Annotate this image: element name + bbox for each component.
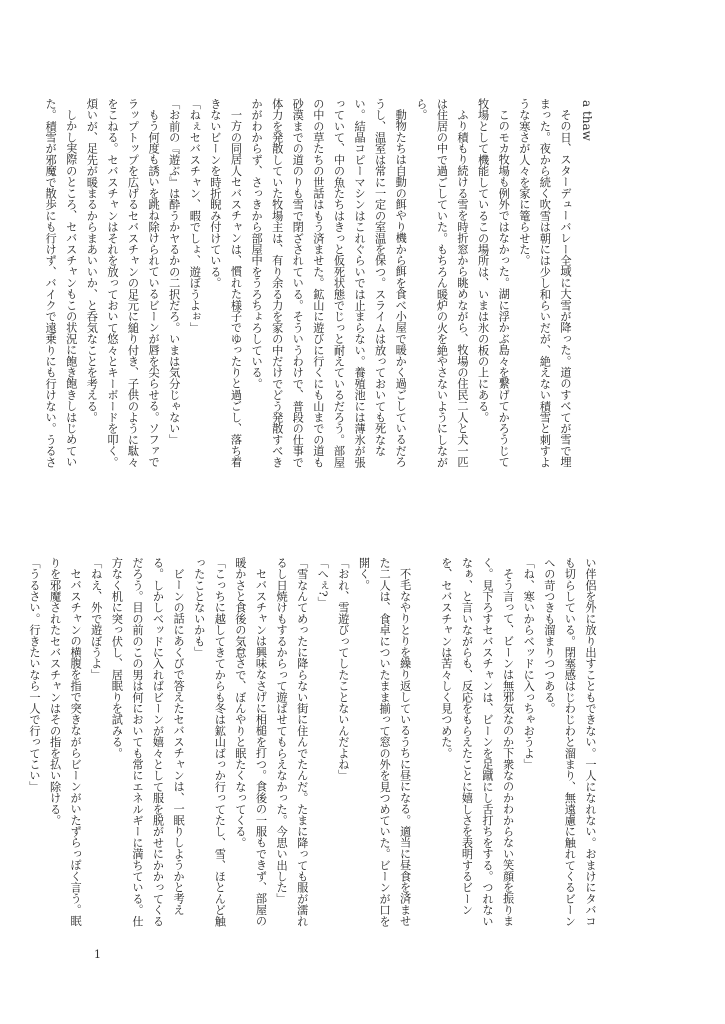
paragraph: 一方の同居人セバスチャンは、慣れた様子でゆったりと過ごし、落ち着きないビーンを時折睨み付けている。 xyxy=(208,98,243,468)
paragraph: しかし実際のところ、セバスチャンもこの状況に飽き飽きしはじめていた。積雪が邪魔で散歩にも行けず、バイクで遠乗りにも行けない。うるさ xyxy=(44,98,78,468)
paragraph: 動物たちは自動の餌やり機から餌を食べ小屋で暖かく過ごしているだろうし、温室は常に一定の室温を保つ。スライムは放っておいても死なない。結晶コピーマシンはこれぐらいでは止まらない。養殖池には薄氷が張っていて、中の魚たちはきっと仮死状態でじっと耐えているだろう。部屋の中の草たちの世話はもう済ませた。鉱山に遊びに行くにも山までの道も砂漠までの道のりも雪で閉ざされている。そういうわけで、普段の仕事で体力を発散していた牧場主は、有り余る力を家の中だけでどう発散すべきかがわからず、さっきから部屋中をうろちょろしている。 xyxy=(250,98,408,468)
text-block-bottom xyxy=(23,557,600,929)
paragraph: もう何度も誘いを跳ね除けられているビーンが唇を尖らせる。ソファでラップトップを広げるセバスチャンの足元に縋り付き、子供のように駄々をこねる。セバスチャンはそれを放っておいて悠々とキーボードを叩く。煩いが、足先が暖まるからまあいいか、と呑気なことを考える。 xyxy=(85,98,161,468)
page-number: 1 xyxy=(94,948,101,961)
paragraph-continued: い伴侶を外に放り出すこともできない。一人になれない。おまけにタバコも切らしている。閉塞感はじわじわと溜まり、無遠慮に触れてくるビーンへの苛つきも溜まりつつある。 xyxy=(542,557,597,927)
dialogue-line: 「うるさい。行きたいなら一人で行ってこい」 xyxy=(27,557,41,793)
dialogue-line: 「へぇ?」 xyxy=(316,557,330,608)
paragraph: そう言って、ビーンは無邪気なのか下衆なのかわからない笑顔を振りまく。見下ろすセバスチャンは、ビーンを足蹴にし舌打ちをする。つれないなぁ、と言いながらも、反応をもらえたことに嬉しさを表明するビーンを、セバスチャンは苦々しく見つめた。 xyxy=(439,557,515,927)
dialogue-line: 「ねぇセバスチャン、暇でしょ、遊ぼうよぉ」 xyxy=(188,98,202,334)
dialogue-line: 「お前の『遊ぶ』は酔うかヤるかの二択だろ。いまは気分じゃない」 xyxy=(167,98,181,446)
dialogue-line: 「雪なんてめったに降らない街に住んでたんだ。たまに降っても服が濡れるし日焼けもするからって遊ばせてもらえなかった。今思い出した」 xyxy=(275,557,309,927)
dialogue-line: 「こっちに越してきてからも冬は鉱山ばっか行ってたし、雪、ほとんど触ったことないかも」 xyxy=(192,557,227,927)
dialogue-line: 「ねえ、外で遊ぼうよ」 xyxy=(89,557,103,681)
dialogue-line: 「ね、寒いからベッドに入っちゃおうよ」 xyxy=(522,557,536,770)
paragraph: 不毛なやりとりを繰り返しているうちに昼になる。適当に昼食を済ませた二人は、食卓についたまま揃って窓の外を見つめていた。ビーンが口を開く。 xyxy=(357,557,412,927)
text-block-top xyxy=(40,98,575,470)
paragraph: ふり積もり続ける雪を時折窓から眺めながら、牧場の住民二人と犬一匹は住居の中で過ごしていた。もちろん暖炉の火を絶やさないようにしながら。 xyxy=(414,98,470,468)
story-title: a thaw xyxy=(580,100,594,141)
paragraph: その日、スターデューバレー全域に大雪が降った。道のすべてが雪で埋まった。夜から続く吹雪は朝には少し和らいだが、絶えない積雪と刺すような寒さが人々を家に篭らせた。 xyxy=(517,98,572,468)
paragraph: このモカ牧場も例外ではなかった。湖に浮かぶ島々を繋げてかろうじて牧場として機能しているこの場所は、いまは氷の板の上にある。 xyxy=(476,98,511,468)
dialogue-line: 「おれ、雪遊びってしたことないんだよね」 xyxy=(336,557,350,781)
paragraph: セバスチャンの横腹を指で突きながらビーンがいたずらっぽく言う。眠りを邪魔されたセバスチャンはその指を払い除ける。 xyxy=(48,557,83,927)
paragraph: ビーンの話にあくびで答えたセバスチャンは、一眠りしようかと考える。しかしベッドに入ればビーンが嬉々として服を脱がせにかかってくるだろう。目の前のこの男は何においても常にエネルギーに満ちている。仕方なく机に突っ伏し、居眠りを試みる。 xyxy=(110,557,186,927)
paragraph: セバスチャンは興味なさげに相槌を打つ。食後の一服もできず、部屋の暖かさと食後の気怠さで、ぼんやりと眠たくなってくる。 xyxy=(233,557,268,927)
